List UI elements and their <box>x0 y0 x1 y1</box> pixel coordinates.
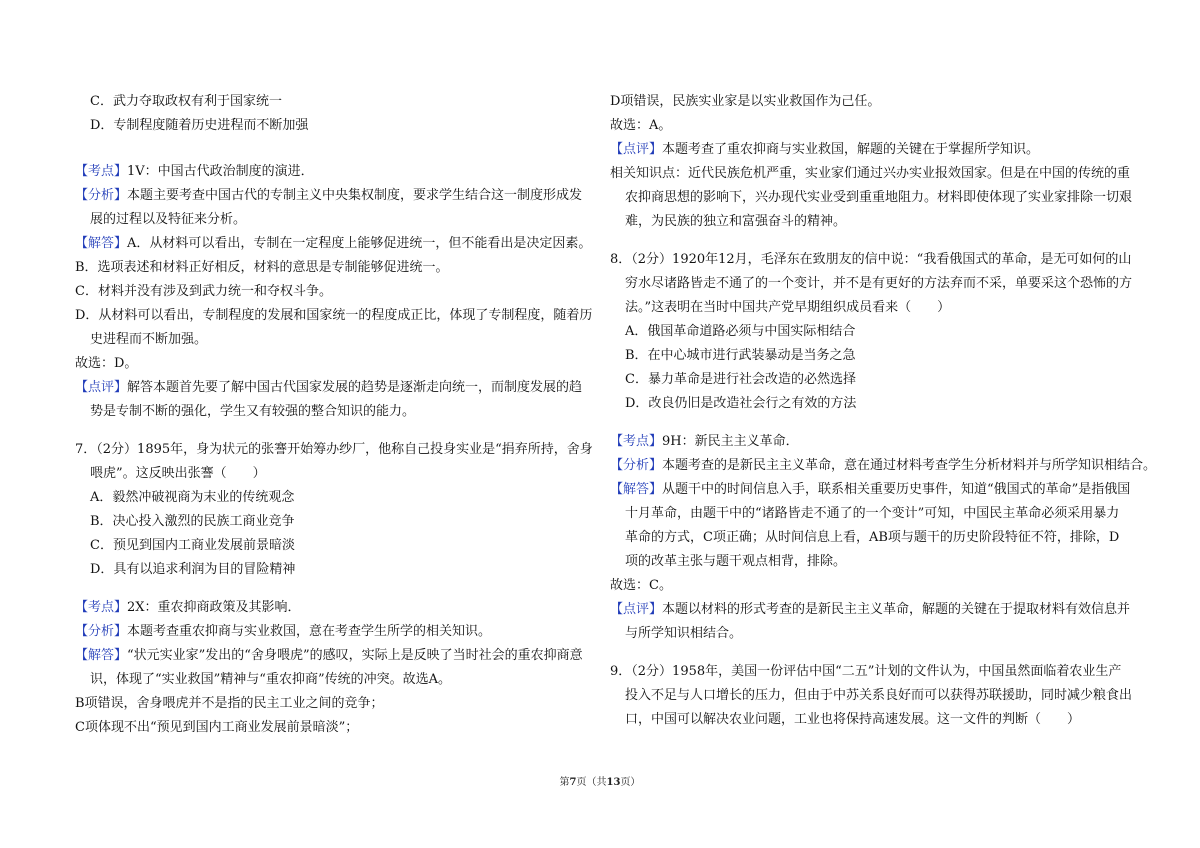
jieda-tag: 【解答】 <box>610 482 663 497</box>
option-c: C．预见到国内工商业发展前景暗淡 <box>90 538 295 553</box>
kaodian-tag: 【考点】 <box>75 164 128 179</box>
fenxi-text: 本题主要考查中国古代的专制主义中央集权制度，要求学生结合这一制度形成发展的过程以及特征来分析。 <box>90 188 583 227</box>
jieda-text: “状元实业家”发出的“舍身喂虎”的感叹，实际上是反映了当时社会的重农抑商意识，体现了“实业救国”精神与“重农抑商”传统的冲突。故选A。 <box>90 648 583 687</box>
answer: 故选：C。 <box>610 578 672 593</box>
option-d-wrong: D项错误，民族实业家是以实业救国作为己任。 <box>610 94 881 109</box>
jieda-b: B．选项表述和材料正好相反，材料的意思是专制能够促进统一。 <box>75 260 449 275</box>
fenxi-tag: 【分析】 <box>610 458 663 473</box>
jieda-row <box>75 644 595 692</box>
question-8-stem: 8．（2分）1920年12月，毛泽东在致朋友的信中说：“我看俄国式的革命，是无可如何的山穷水尽诸路皆走不通了的一个变计，并不是有更好的方法弃而不采，单要采这个恐怖的方法。”这表明在当时中国共产党早期组织成员看来（ ） <box>610 252 1133 315</box>
kaodian-row <box>75 596 595 620</box>
option-b: B．决心投入激烈的民族工商业竞争 <box>90 514 295 529</box>
kaodian-tag: 【考点】 <box>610 434 663 449</box>
jieda-c: C．材料并没有涉及到武力统一和夺权斗争。 <box>75 284 332 299</box>
jieda-row <box>75 232 595 256</box>
dianping-text: 解答本题首先要了解中国古代国家发展的趋势是逐渐走向统一，而制度发展的趋势是专制不断的强化，学生又有较强的整合知识的能力。 <box>90 380 583 419</box>
fenxi-row <box>610 454 1157 478</box>
footer-prefix: 第 <box>559 777 570 788</box>
dianping-tag: 【点评】 <box>610 602 663 617</box>
answer: 故选：A。 <box>610 118 672 133</box>
page-number: 7 <box>569 777 577 788</box>
fenxi-tag: 【分析】 <box>75 188 128 203</box>
fenxi-text: 本题考查重农抑商与实业救国，意在考查学生所学的相关知识。 <box>127 624 492 639</box>
dianping-tag: 【点评】 <box>75 380 128 395</box>
kaodian-row <box>75 160 595 184</box>
footer-suffix: 页） <box>620 777 641 788</box>
answer: 故选：D。 <box>75 356 138 371</box>
option-c-wrong: C项体现不出“预见到国内工商业发展前景暗淡”； <box>75 720 359 735</box>
option-c: C．武力夺取政权有利于国家统一 <box>90 94 282 109</box>
page-footer <box>0 773 1200 788</box>
dianping-row <box>610 138 1132 162</box>
kaodian-text: 9H：新民主主义革命． <box>662 434 799 449</box>
fenxi-tag: 【分析】 <box>75 624 128 639</box>
jieda-tag: 【解答】 <box>75 236 128 251</box>
kaodian-row <box>610 430 1132 454</box>
dianping-text: 本题以材料的形式考查的是新民主主义革命，解题的关键在于提取材料有效信息并与所学知识相结合。 <box>625 602 1131 641</box>
option-b: B．在中心城市进行武装暴动是当务之急 <box>625 348 856 363</box>
dianping-tag: 【点评】 <box>610 142 663 157</box>
option-c: C．暴力革命是进行社会改造的必然选择 <box>625 372 856 387</box>
fenxi-row <box>75 620 595 644</box>
footer-middle: 页（共 <box>576 777 607 788</box>
dianping-row <box>75 376 595 424</box>
jieda-tag: 【解答】 <box>75 648 128 663</box>
option-b-wrong: B项错误，舍身喂虎并不是指的民主工业之间的竞争； <box>75 696 384 711</box>
fenxi-row <box>75 184 595 232</box>
kaodian-text: 1V：中国古代政治制度的演进． <box>127 164 314 179</box>
related-knowledge: 相关知识点：近代民族危机严重，实业家们通过兴办实业报效国家。但是在中国的传统的重农抑商思想的影响下，兴办现代实业受到重重地阻力。材料即使体现了实业家排除一切艰难，为民族的独立和富强奋斗的精神。 <box>610 166 1133 229</box>
kaodian-text: 2X：重农抑商政策及其影响． <box>127 600 301 615</box>
kaodian-tag: 【考点】 <box>75 600 128 615</box>
dianping-row <box>610 598 1132 646</box>
jieda-text: A．从材料可以看出，专制在一定程度上能够促进统一，但不能看出是决定因素。 <box>127 236 592 251</box>
right-column <box>610 90 1157 732</box>
jieda-d: D．从材料可以看出，专制程度的发展和国家统一的程度成正比，体现了专制程度，随着历史进程而不断加强。 <box>75 308 593 347</box>
left-column <box>75 90 595 740</box>
fenxi-text: 本题考查的是新民主主义革命，意在通过材料考查学生分析材料并与所学知识相结合。 <box>662 458 1157 473</box>
dianping-text: 本题考查了重农抑商与实业救国，解题的关键在于掌握所学知识。 <box>662 142 1040 157</box>
option-d: D．专制程度随着历史进程而不断加强 <box>90 118 309 133</box>
option-a: A．俄国革命道路必须与中国实际相结合 <box>625 324 856 339</box>
question-9-stem: 9．（2分）1958年，美国一份评估中国“二五”计划的文件认为，中国虽然面临着农业生产投入不足与人口增长的压力，但由于中苏关系良好而可以获得苏联援助，同时减少粮食出口，中国可以解决农业问题，工业也将保持高速发展。这一文件的判断（ ） <box>610 664 1133 727</box>
option-d: D．改良仍旧是改造社会行之有效的方法 <box>625 396 857 411</box>
question-7-stem: 7．（2分）1895年，身为状元的张謇开始筹办纱厂，他称自己投身实业是“捐弃所持，舍身喂虎”。这反映出张謇（ ） <box>75 442 593 481</box>
page-total: 13 <box>606 777 621 788</box>
option-d: D．具有以追求利润为目的冒险精神 <box>90 562 296 577</box>
jieda-text: 从题干中的时间信息入手，联系相关重要历史事件，知道“俄国式的革命”是指俄国十月革命，由题干中的“诸路皆走不通了的一个变计”可知，中国民主革命必须采用暴力革命的方式，C项正确；从时间信息上看，AB项与题干的历史阶段特征不符，排除，D项的改革主张与题干观点相背，排除。 <box>625 482 1131 569</box>
jieda-row <box>610 478 1132 574</box>
option-a: A．毅然冲破视商为末业的传统观念 <box>90 490 295 505</box>
